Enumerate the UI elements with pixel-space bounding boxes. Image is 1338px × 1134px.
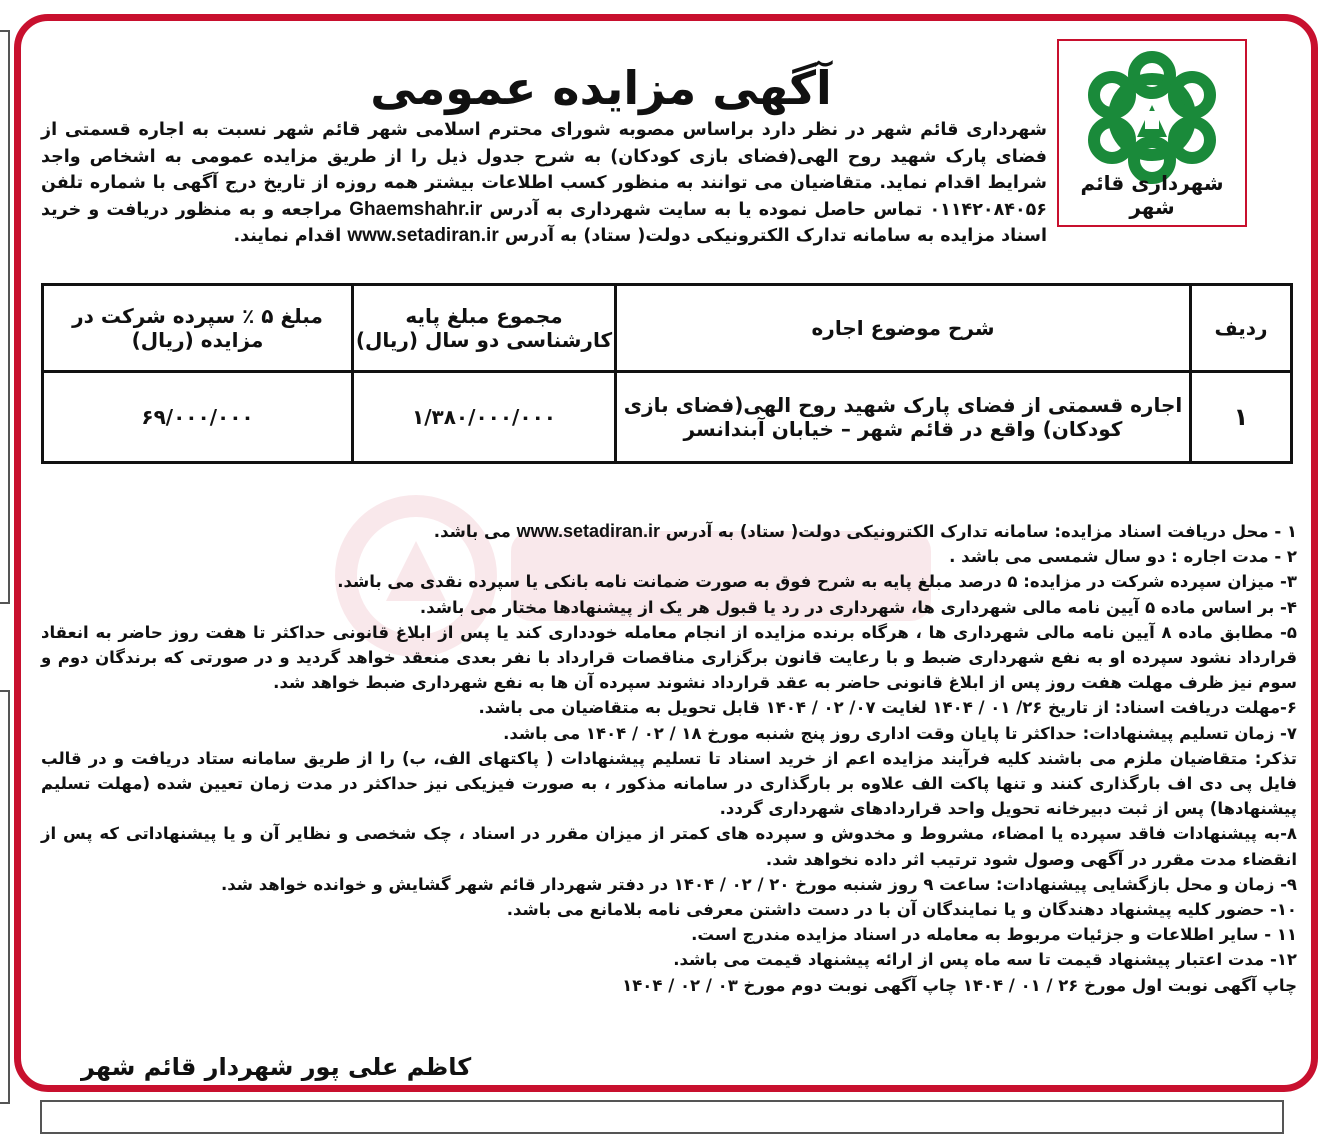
header-subject: شرح موضوع اجاره	[616, 285, 1191, 372]
clause-8: ۸-به پیشنهادات فاقد سپرده یا امضاء، مشروط و مخدوش و سپرده های کمتر از میزان مقرر در اسناد ، چک شخصی و نظایر آن و یا پیشنهاداتی که پس از انقضاء مدت مقرر در آگهی وصول شود ترتیب اثر داده نخواهد شد.	[41, 824, 1297, 869]
cell-radif: ۱	[1191, 372, 1292, 463]
cell-base-price: ۱/۳۸۰/۰۰۰/۰۰۰	[353, 372, 616, 463]
clause-1-end: می باشد.	[433, 522, 511, 541]
clause-12: ۱۲- مدت اعتبار پیشنهاد قیمت تا سه ماه پس از ارائه پیشنهاد قیمت می باشد.	[673, 950, 1297, 970]
intro-text-1: شهرداری قائم شهر در نظر دارد براساس مصوبه شورای محترم اسلامی شهر قائم شهر نسبت به اجاره قسمتی از فضای پارک شهید روح الهی(فضای بازی کودکان) به شرح جدول ذیل را از طریق مزایده عمومی به اشخاص واجد شرایط اقدام نماید. متقاضیان می توانند به منظور کسب اطلاعات بیشتر همه روزه از تاریخ درج آگهی با شماره تلفن ۰۱۱۴۲۰۸۴۰۵۶ تماس حاصل نموده یا به سایت شهرداری به آدرس	[41, 120, 1047, 220]
header-deposit: مبلغ ۵ ٪ سپرده شرکت در مزایده (ریال)	[43, 285, 353, 372]
cell-subject: اجاره قسمتی از فضای پارک شهید روح الهی(فضای بازی کودکان) واقع در قائم شهر – خیابان آبندانسر	[616, 372, 1191, 463]
logo-caption: شهرداری قائم شهر	[1080, 171, 1224, 219]
clause-4: ۴- بر اساس ماده ۵ آیین نامه مالی شهرداری ها، شهرداری در رد یا قبول هر یک از پیشنهادها مختار می باشد.	[419, 597, 1297, 617]
clause-note: تذکر: متقاضیان ملزم می باشند کلیه فرآیند مزایده اعم از خرید اسناد تا تسلیم پیشنهادات ( پاکتهای الف، ب) را از طریق سامانه ستاد دریافت و در قالب فایل پی دی اف بارگذاری کنند و تنها پاکت الف علاوه بر بارگذاری در سامانه مذکور ، به صورت فیزیکی نیز حداکثر در مدت زمان تعیین شده (مهلت تسلیم پیشنهادها) پس از ثبت دبیرخانه تحویل واحد قراردادهای شهرداری گردد.	[41, 748, 1297, 819]
table-header-row	[43, 285, 1292, 372]
notice-frame	[14, 14, 1318, 1092]
municipality-logo	[1057, 39, 1247, 227]
left-page-edge	[0, 30, 10, 604]
page-title: آگهی مزایده عمومی	[370, 61, 832, 115]
clause-9: ۹- زمان و محل بازگشایی پیشنهادات: ساعت ۹ روز شنبه مورخ ۲۰ / ۰۲ / ۱۴۰۴ در دفتر شهردار قائم شهر گشایش و خوانده خواهد شد.	[220, 874, 1297, 894]
setad-website-link[interactable]: www.setadiran.ir	[347, 225, 499, 246]
intro-paragraph	[41, 117, 1047, 250]
left-page-edge-lower	[0, 690, 10, 1104]
intro-text-3: اقدام نمایند.	[233, 226, 342, 246]
clause-1-link[interactable]: www.setadiran.ir	[516, 521, 661, 541]
clause-1-text: ۱ - محل دریافت اسناد مزایده: سامانه تدارک الکترونیکی دولت( ستاد) به آدرس	[665, 522, 1297, 541]
lease-table	[41, 283, 1293, 464]
table-row	[43, 372, 1292, 463]
clause-11: ۱۱ - سایر اطلاعات و جزئیات مربوط به معامله در اسناد مزایده مندرج است.	[691, 925, 1297, 945]
header-base-price: مجموع مبلغ پایه کارشناسی دو سال (ریال)	[353, 285, 616, 372]
clause-7: ۷- زمان تسلیم پیشنهادات: حداکثر تا پایان وقت اداری روز پنج شنبه مورخ ۱۸ / ۰۲ / ۱۴۰۴ می باشد.	[503, 723, 1297, 743]
clause-10: ۱۰- حضور کلیه پیشنهاد دهندگان و یا نمایندگان آن با در دست داشتن معرفی نامه بلامانع می باشد.	[506, 900, 1297, 920]
clause-1	[41, 519, 1297, 544]
bottom-page-edge	[40, 1100, 1284, 1134]
municipality-website-link[interactable]: Ghaemshahr.ir	[349, 198, 483, 220]
conditions-list	[41, 519, 1297, 998]
intro-text-2: مراجعه و به منظور دریافت و خرید اسناد مزایده به سامانه تدارک الکترونیکی دولت( ستاد) به آدرس	[41, 199, 1047, 246]
clause-5: ۵- مطابق ماده ۸ آیین نامه مالی شهرداری ها ، هرگاه برنده مزایده از انجام معامله خودداری کند یا پس از ابلاغ قانونی حداکثر تا هفت روز حاضر به انعقاد قرارداد نشود سپرده او به نفع شهرداری ضبط و با رعایت قانون برگزاری مناقصات قرارداد با نفر بعدی منعقد خواهد گردید و در صورتی که برندگان دوم و سوم نیز ظرف مهلت هفت روز پس از ابلاغ قانونی حاضر به عقد قرارداد نشوند سپرده آن ها به نفع شهرداری ضبط خواهد شد.	[41, 622, 1297, 693]
mayor-signature: کاظم علی پور شهردار قائم شهر	[81, 1053, 472, 1081]
header-radif: ردیف	[1191, 285, 1292, 372]
clause-6: ۶-مهلت دریافت اسناد: از تاریخ ۲۶/ ۰۱ / ۱۴۰۴ لغایت ۰۷/ ۰۲ / ۱۴۰۴ قابل تحویل به متقاضیان می باشد.	[478, 698, 1297, 718]
clause-3: ۳- میزان سپرده شرکت در مزایده: ۵ درصد مبلغ پایه به شرح فوق به صورت ضمانت نامه بانکی یا سپرده نقدی می باشد.	[337, 572, 1297, 592]
clause-2: ۲ - مدت اجاره : دو سال شمسی می باشد .	[949, 547, 1297, 567]
cell-deposit: ۶۹/۰۰۰/۰۰۰	[43, 372, 353, 463]
print-dates: چاپ آگهی نوبت اول مورخ ۲۶ / ۰۱ / ۱۴۰۴ چاپ آگهی نوبت دوم مورخ ۰۳ / ۰۲ / ۱۴۰۴	[622, 975, 1297, 995]
